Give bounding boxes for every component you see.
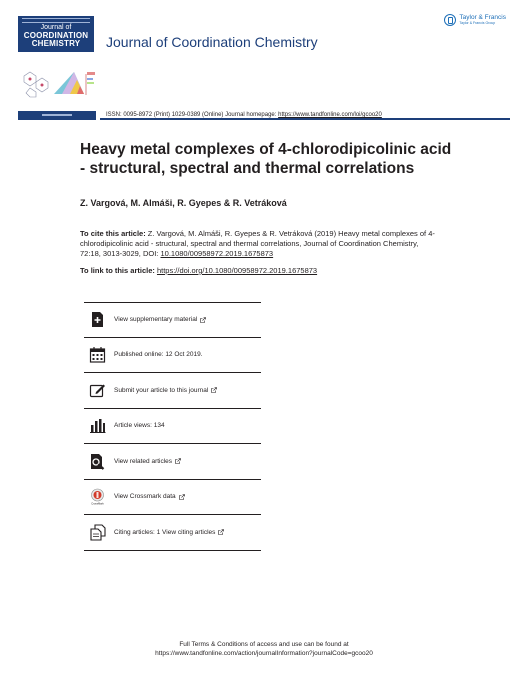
doi-link[interactable]: 10.1080/00958972.2019.1675873 xyxy=(160,249,274,258)
action-published-date xyxy=(84,338,261,374)
action-article-views xyxy=(84,409,261,445)
issn-text: ISSN: 0095-8972 (Print) 1029-0389 (Online) Journal homepage: xyxy=(106,112,279,118)
action-label: View Crossmark data xyxy=(114,493,176,501)
action-label: View related articles xyxy=(114,457,173,465)
cover-line-1: Journal of xyxy=(40,24,72,31)
publisher-subname: Taylor & Francis Group xyxy=(459,21,496,25)
bar-chart-icon xyxy=(89,417,106,434)
search-document-icon xyxy=(89,453,106,470)
action-citing-articles[interactable] xyxy=(84,515,261,551)
crossmark-caption: CrossMark xyxy=(91,502,104,506)
publisher-logo[interactable] xyxy=(444,14,506,26)
crossmark-icon xyxy=(89,488,106,505)
header-rule xyxy=(100,118,510,120)
cover-line-3: CHEMISTRY xyxy=(31,39,81,48)
cite-label: To cite this article: xyxy=(80,229,146,238)
external-link-icon xyxy=(200,317,206,323)
publisher-logo-icon xyxy=(444,14,456,26)
link-label: To link to this article: xyxy=(80,266,157,275)
cover-line-2: COORDINATION xyxy=(23,31,89,40)
action-label: Article views: 134 xyxy=(114,422,165,430)
issn-line xyxy=(106,112,382,118)
article-doi-url[interactable]: https://doi.org/10.1080/00958972.2019.1675873 xyxy=(156,266,318,275)
action-related-articles[interactable] xyxy=(84,444,261,480)
plus-document-icon xyxy=(89,311,106,328)
publisher-name: Taylor & Francis xyxy=(459,14,506,21)
action-label: Published online: 12 Oct 2019. xyxy=(114,351,203,359)
external-link-icon xyxy=(175,458,181,464)
citation-block xyxy=(80,229,435,259)
action-supplementary[interactable] xyxy=(84,302,261,338)
calendar-icon xyxy=(89,346,106,363)
header-bar xyxy=(18,111,96,120)
journal-homepage-link[interactable]: https://www.tandfonline.com/loi/gcoo20 xyxy=(278,112,382,118)
action-label: View supplementary material xyxy=(114,316,198,324)
article-action-list xyxy=(84,302,261,551)
graphical-abstract-image xyxy=(22,68,100,98)
action-label: Submit your article to this journal xyxy=(114,386,209,394)
edit-icon xyxy=(89,382,106,399)
cite-text: Z. Vargová, M. Almáši, R. Gyepes & R. Vetráková (2019) Heavy metal complexes of 4-chlorodipicolinic acid - structural, spectral and thermal correlations, Journal of Coordination Chemistry, 72:18, 3013-3029, DOI: xyxy=(80,229,435,258)
article-authors: Z. Vargová, M. Almáši, R. Gyepes & R. Vetráková xyxy=(80,198,287,208)
external-link-icon xyxy=(179,494,185,500)
action-submit-article[interactable] xyxy=(84,373,261,409)
external-link-icon xyxy=(211,387,217,393)
action-label: Citing articles: 1 View citing articles xyxy=(114,528,216,536)
footer-terms-url[interactable]: https://www.tandfonline.com/action/journalInformation?journalCode=gcoo20 xyxy=(155,650,373,657)
external-link-icon xyxy=(218,529,224,535)
journal-title: Journal of Coordination Chemistry xyxy=(106,34,318,50)
cover-stripe xyxy=(22,18,90,23)
journal-cover xyxy=(18,16,94,52)
citing-documents-icon xyxy=(89,524,106,541)
article-title: Heavy metal complexes of 4-chlorodipicolinic acid - structural, spectral and thermal correlations xyxy=(80,141,452,177)
terms-footer xyxy=(0,640,528,658)
action-crossmark[interactable] xyxy=(84,480,261,516)
footer-line-1: Full Terms & Conditions of access and use can be found at xyxy=(179,641,349,648)
article-link-line xyxy=(80,266,317,276)
